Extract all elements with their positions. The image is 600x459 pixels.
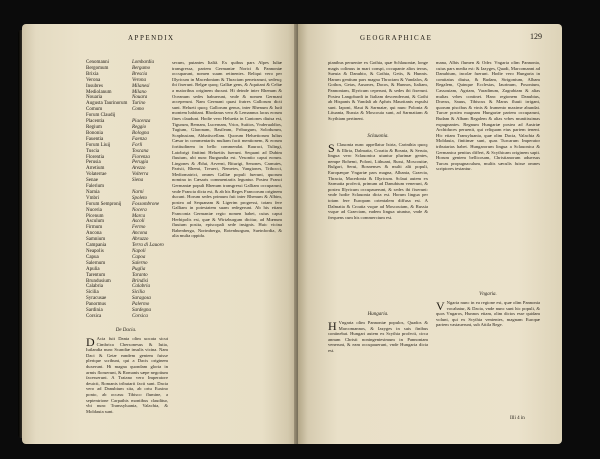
latin-place-name: Verona <box>86 77 101 83</box>
latin-place-name: Falerium <box>86 184 105 190</box>
left-page-text-column: secum, putantes Italiā. Ex quibus pars Alpes Iuliæ transgressa, partem Germaniæ Norici & Pannoniæ occuparunt, nomen suum retinentes. Reliqui vero per Illyricum in Macedoniam & Thraciam penetrarunt, sedesq; ibi fixerunt. Belgæ quoq; Galliæ gens, & Aquitani & Celtæ a maioribus originem ducunt. Hi deinde inter Rhenum & Oceanum sedes habuerunt, vnde & nomen Germani acceperunt. Nam Germani quasi fratres Gallorum dicti sunt. Helueti quoq; Gallorum genus, inter Rhenum & Iurā montem habitant. Rhodanus vero & Lemannus lacus eorum fines claudunt. Hodie vero Heluetia in Cantones diuisa est, Tigurum, Bernam, Lucernam, Vrios, Suitios, Vnderualdios, Tugium, Glaronam, Basileam, Friburgum, Solodurum, Scaphusiam, Abbatiscellam. Quorum Heluetiorum Iulius Cæsar in commentariis multam facit mentionem, & eorum fortitudinem in bello commendat. Rauraci, Tulingi, Latobrigi finitimi Heluetiis fuerunt. Sequani ad Dubim fluuium, ubi nunc Burgundia est. Vesontio caput eorum. Lingones & Ædui, Arverni, Biturigi, Senones, Carnutes, Parisii, Rhemi, Treueri, Nemetes, Vangiones, Tribocci, Mediomatrici, omnes Galliæ populi fuerunt, quorum nomina in Cæsaris commentariis leguntur. Postea Franci Germaniæ populi Rhenum transgressi Galliam occuparunt, vnde Francia dicta est, & ab his Reges Francorum originem ducunt. Horum sedes primum fuit inter Rhenum & Albim, postea ad Sequanam & Ligerim progressi, totam fere Galliam in potestatem suam redegerunt. Ab his etiam Franconia Germaniæ regio nomen habet, cuius caput Herbipolis est, quæ & Wirtzburgum dicitur, ad Mœnum fluuium posita, episcopali sede insignis. Huic vicina Babenberga, Norimberga, Rotenburgum, Sueinfordia, & alia multa oppida. <box>172 60 282 239</box>
latin-place-name: Forum Claudij <box>86 113 116 119</box>
vernacular-place-name: Abruzzo <box>132 237 149 243</box>
latin-place-name: Bergomum <box>86 65 109 71</box>
vernacular-place-name: Ancona <box>132 231 148 237</box>
vernacular-place-name: Sardegna <box>132 308 151 314</box>
vernacular-place-name: Volterra <box>132 172 149 178</box>
latin-place-name: Syracusae <box>86 296 107 302</box>
vernacular-place-name: Perugia <box>132 160 149 166</box>
latin-place-name: Narnia <box>86 189 100 195</box>
vernacular-place-name: Lombardia <box>132 60 155 65</box>
latin-place-name: Fauentia <box>86 136 104 142</box>
vernacular-place-name: Napoli <box>132 249 146 254</box>
latin-place-name: Apulia <box>86 266 100 272</box>
vernacular-place-name: Ascoli <box>132 219 145 225</box>
vernacular-place-name: Taranto <box>132 272 148 278</box>
right-col2-text-b: V Ngaria nunc in ea regione est, quæ olim Pannonia vocabatur, & Dacia, vnde nunc sunt hic populi, & quos Vngaros, Hunnos etiam, olim dictos esse quidam volunt, qui ex Scythia venientes, magnam Europæ partem vastauerunt, sub Attila Rege. <box>436 299 540 328</box>
latin-place-name: Regium <box>86 124 102 130</box>
vernacular-place-name: Fiorenza <box>132 154 150 160</box>
vernacular-place-name: Milano <box>132 89 147 95</box>
vernacular-place-name: Arezzo <box>132 166 146 172</box>
vernacular-place-name: Toscana <box>132 148 149 154</box>
drop-cap-h: H <box>328 319 337 333</box>
vernacular-place-name: Milanesi <box>132 83 150 89</box>
latin-place-name: Mediolanum <box>86 89 112 95</box>
latin-place-name: Sardinia <box>86 308 103 314</box>
vernacular-place-name: Salerno <box>132 260 148 266</box>
dacia-paragraph: D Acia fuit Dania olim uocata sicut Cimbrica Chersonesus & Iutia, Iutlandia nunc Scandiæ insulis vicina. Nam Daci & Getæ eandem gentem fuisse plerique scribunt, qui a Dacis originem duxerunt. Hi magna quondam gloria in armis floruerunt, & Romanis sæpe negotium facesserunt. A Traiano vero Imperatore deuicti, Romanis tributarii facti sunt. Dacia vero ad Danubium sita, ab ortu Euxino ponto, ab occasu Tibisco flumine, a septentrione Carpathis montibus clauditur, vbi nunc Transsyluania, Valachia, & Moldauia sunt. <box>86 335 168 414</box>
section-heading-dacia: De Dacia. <box>115 328 137 333</box>
drop-cap-v: V <box>436 299 445 313</box>
vernacular-place-name: Nouara <box>132 95 148 101</box>
latin-place-name: Volaterrae <box>86 172 107 178</box>
latin-place-name: Panormus <box>86 302 106 308</box>
latin-place-name: Picenum <box>86 213 104 219</box>
vernacular-place-name: Saragosa <box>132 296 151 302</box>
latin-place-name: Nuceria <box>86 207 102 213</box>
section-heading-sclauonia: Sclauonia. <box>367 134 389 139</box>
right-col1-text-c: H Vngaria olim Pannoniæ populos, Quados & Marcomannos, & Iazyges in suis finibus continebat. Hungari autem ex Scythia profecti, circa annum Christi noningentesimum in Pannoniam venerunt, & eam occupauerunt, vnde Hungaria dicta est. <box>328 319 428 353</box>
latin-place-name: Tuscia <box>86 148 100 154</box>
right-page <box>298 24 562 444</box>
vernacular-place-name: Brindisi <box>132 278 149 284</box>
place-list-row <box>86 314 176 320</box>
vernacular-place-name: Siena <box>132 178 144 184</box>
drop-cap-d: D <box>86 335 95 349</box>
latin-place-name: Arretium <box>86 166 105 172</box>
right-col1-text-a: pianibus peruenire ex Gothia, quæ Schlauoniæ, longe magis colimus in mari conspi, occupante alios terras, Sueuia & Danubio, & Gothia, Getis, & Hunnis. Harum gentium pars magna Thraciam & Vandalos, & Gothos, Getas, Ausones, Dacos, & Hunnos, Italiam, Pannoniam, Illyricum ceperunt, & sedes ibi fixerunt. Postea Langobardi in Italiam descenderunt, & Gothi ab Hispanis & Vandali ab Aphris Mauritanis expulsi sunt. Iaponi, Slaui & Sarmatæ, qui nunc Polonia & Lituania, Russia & Moscouia sunt, ad Sarmatiam & Scythiam pertinent. <box>328 60 428 121</box>
catchword: Illi 4 in <box>510 416 525 421</box>
latin-place-name: Brundusium <box>86 278 111 284</box>
latin-place-name: Corsica <box>86 313 102 319</box>
latin-place-name: Perusia <box>86 160 101 166</box>
vernacular-place-name: Fossombrone <box>132 201 160 207</box>
latin-place-name: Forum Sempronij <box>86 201 122 207</box>
vernacular-place-name: Turino <box>132 101 146 107</box>
section-heading-hungaria: Hungaria. <box>367 312 389 317</box>
vernacular-place-name: Brescia <box>132 71 148 77</box>
vernacular-place-name: Narni <box>132 189 144 195</box>
open-book <box>22 24 562 444</box>
vernacular-place-name: Forli <box>132 142 143 148</box>
vernacular-place-name: Spoleto <box>132 195 147 201</box>
latin-place-name: Campania <box>86 243 107 249</box>
latin-place-name: Samnium <box>86 237 106 243</box>
vernacular-place-name: Reggio <box>132 124 147 130</box>
right-col1-text-b: S Clauonia nunc appellatur Istria, Carinthia quoq; & Illiria, Dalmatia, Croatia & Bosnia, & Seruia, lingua vero Sclauonica utuntur plurimæ gentes, nempe Bohemi, Poloni, Lithuani, Russi, Moscouitæ, Bulgari, Serui, Bosnenses & multi alii populi, Europæque Vngariæ pars magna, Albania, Graecia, Thracia, Macedonia & Illyricum. Sclaui autem ex Sarmatia profecti, primum ad Danubium venerunt, & postea Illyricum occupauerunt, & sedes ibi fixerunt: vnde hodie Sclauonia dicta est. Horum lingua per totam fere Europam orientalem diffusa est. A Dalmatia & Croatia vsque ad Moscouiam, & Russia vsque ad Graeciam, eadem lingua utuntur, vnde & frequens cum his commercium est. <box>328 141 428 220</box>
latin-place-name: Sicilia <box>86 290 99 296</box>
latin-place-name: Ancona <box>86 231 102 237</box>
latin-place-name: Forum Liuij <box>86 142 111 148</box>
latin-place-name: Nouaria <box>86 95 103 101</box>
right-col2-text-a: mana, Albis flumen & Oder. Vngaria olim Pannonia, cuius pars media est: & Iazyges, Quadi, Marcomanni ad Danubium, incolæ fuerunt. Hodie vero Hungaria in comitatus diuisa, & Budam, Strigonium, Albam Regalem, Quinque Ecclesias, Iaurinum, Posonium, Cassouiam, Agriam, Varadinum, Zagrabiam & alias multas vrbes continet. Hanc regionem Danubius, Dravus, Sauus, Tibiscus & Marus fluuii irrigant, quorum piscibus & vinis & frumento maxime abundat. Turcæ postea magnam Hungariæ partem occuparunt, Budam & Albam Regalem & alias vrbes munitissimas expugnantes. Regnum Hungariæ postea ad Austriæ Archiduces peruenit, qui reliquam eius partem tenent. Hic etiam Transyluania, quæ olim Dacia, Valachia & Moldauia, finitimæ sunt, quas Turcarum Imperator tributarias habet. Hungarorum lingua a Sclauonica & Germanica penitus differt, & Scythicam originem sapit. Horum gentem bellicosam, Christianorum aduersus Turcas propugnaculum, multis sæculis fuisse omnes scriptores testantur. <box>436 60 540 172</box>
latin-place-name: Augusta Taurinorum <box>86 101 128 107</box>
vernacular-place-name: Puglia <box>132 266 146 272</box>
vernacular-place-name: Piacenza <box>132 119 151 125</box>
running-head-right: GEOGRAPHICAE <box>360 34 433 42</box>
latin-place-name: Tarentum <box>86 272 106 278</box>
latin-place-name: Vmbri <box>86 195 100 201</box>
latin-place-name: Comum <box>86 107 103 113</box>
place-name-list <box>86 60 176 320</box>
latin-place-name: Salernum <box>86 260 106 266</box>
latin-place-name: Senae <box>86 178 98 184</box>
vernacular-place-name: Palermo <box>132 302 150 308</box>
vernacular-place-name: Calabria <box>132 284 151 290</box>
latin-place-name: Calabria <box>86 284 103 290</box>
vernacular-place-name: Faenza <box>132 136 147 142</box>
vernacular-place-name: Nocera <box>132 207 147 213</box>
latin-place-name: Neapolis <box>86 249 104 254</box>
drop-cap-s: S <box>328 141 335 155</box>
latin-place-name: Firmum <box>86 225 103 231</box>
latin-place-name: Florentia <box>86 154 105 160</box>
vernacular-place-name: Terra di Lauoro <box>132 243 164 249</box>
latin-place-name: Brixia <box>86 71 99 77</box>
vernacular-place-name: Fermo <box>132 225 146 231</box>
page-number: 129 <box>530 32 542 41</box>
vernacular-place-name: Verona <box>132 77 146 83</box>
vernacular-place-name: Bologna <box>132 130 149 136</box>
latin-place-name: Asculum <box>86 219 105 225</box>
vernacular-place-name: Como <box>132 107 144 113</box>
latin-place-name: Cenomanni <box>86 60 110 65</box>
vernacular-place-name: Bergamo <box>132 65 151 71</box>
latin-place-name: Capua <box>86 254 99 260</box>
vernacular-place-name: Capoa <box>132 254 146 260</box>
vernacular-place-name: Marca <box>132 213 146 219</box>
running-head-left: APPENDIX <box>128 34 175 42</box>
vernacular-place-name: Corsica <box>132 313 148 319</box>
latin-place-name: Bononia <box>86 130 103 136</box>
left-page <box>22 24 298 444</box>
latin-place-name: Placentia <box>86 119 105 125</box>
section-heading-vngaria: Vngaria. <box>479 292 497 297</box>
vernacular-place-name: Sicilia <box>132 290 145 296</box>
latin-place-name: Insubres <box>86 83 103 89</box>
